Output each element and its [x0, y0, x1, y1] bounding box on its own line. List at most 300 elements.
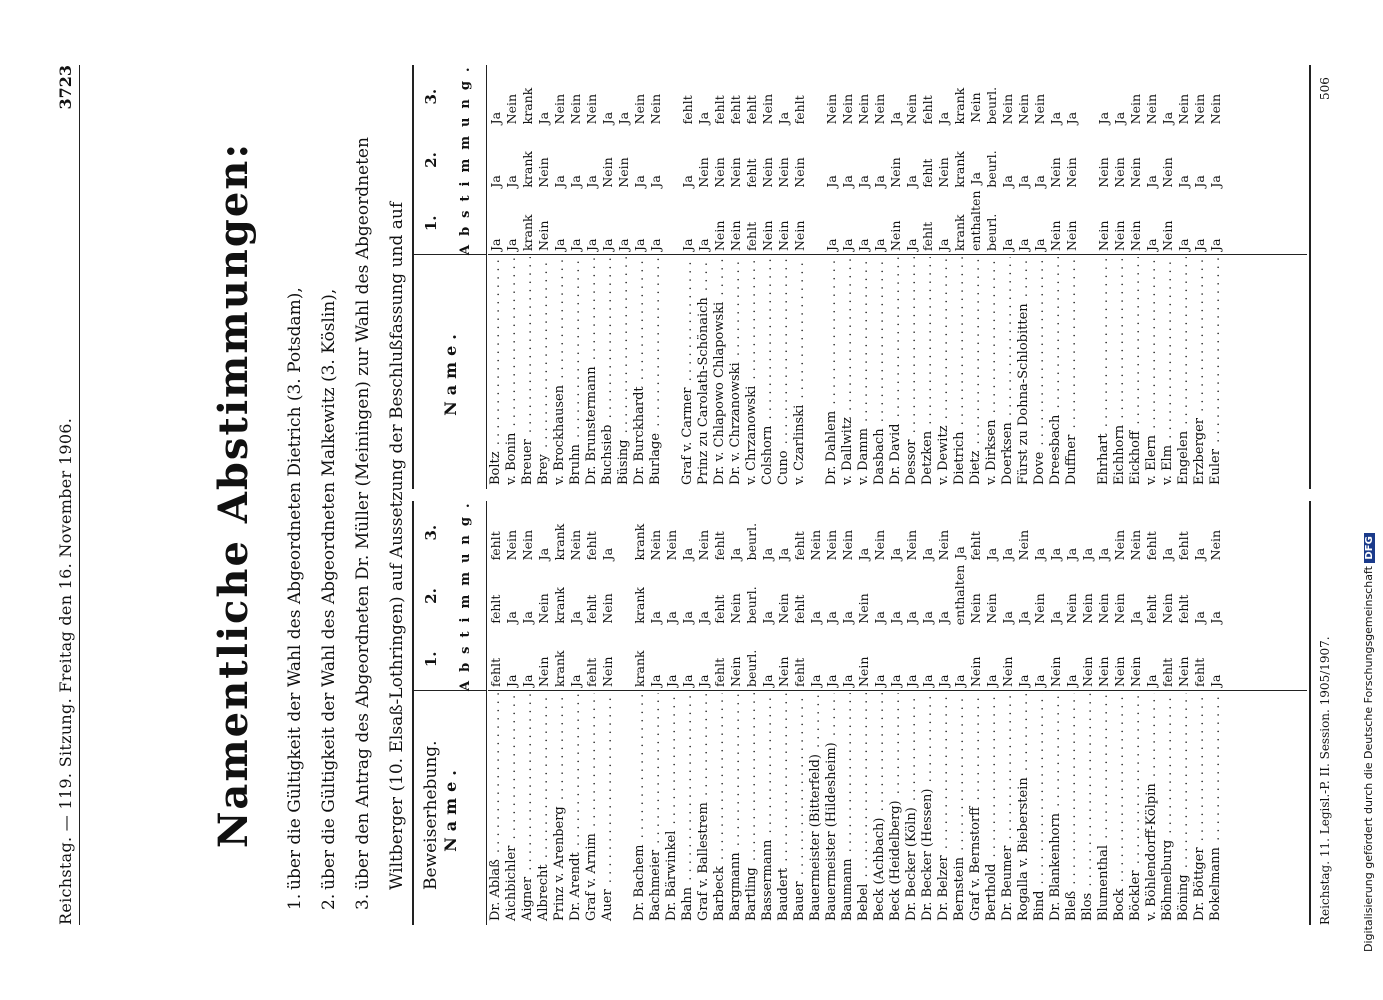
member-name-text: Dr. Bärwinkel: [664, 830, 679, 921]
vote-3: Nein: [504, 93, 519, 125]
vote-2: Ja: [488, 175, 503, 188]
vote-3: Nein: [904, 93, 919, 125]
table-row: [1064, 65, 1080, 489]
vote-2: Ja: [504, 611, 519, 624]
vote-1: Nein: [536, 656, 551, 687]
table-row: [1112, 65, 1128, 489]
vote-3: Ja: [888, 547, 903, 561]
member-name: [712, 693, 728, 925]
table-row: [1064, 501, 1080, 925]
table-row: [584, 65, 600, 489]
vote-3: fehlt: [584, 531, 599, 561]
member-name: [744, 693, 760, 925]
member-name-text: v. Damm: [856, 428, 871, 485]
member-name: [792, 257, 808, 489]
vote-1: Ja: [824, 238, 839, 251]
member-name: [840, 257, 856, 489]
table-row: [968, 501, 984, 925]
member-name-text: Dr. Bachem: [632, 844, 647, 921]
page-title: Namentliche Abstimmungen:: [210, 141, 257, 849]
member-name-text: Graf v. Bernstorff: [968, 806, 983, 921]
member-name: [824, 257, 840, 489]
table-row: [776, 501, 792, 925]
vote-2: Ja: [1144, 175, 1159, 188]
member-name: [1096, 693, 1112, 925]
member-name: [1112, 257, 1128, 489]
vote-1: Ja: [1032, 238, 1047, 251]
dfg-logo: DFG: [1364, 533, 1375, 562]
table-row: [904, 501, 920, 925]
member-name: [1032, 257, 1048, 489]
vote-3: Ja: [1192, 547, 1207, 561]
table-row: [1096, 65, 1112, 489]
member-name-text: Dr. Böttger: [1192, 847, 1207, 921]
member-name-text: v. Brockhausen: [552, 384, 567, 485]
vote-3: [616, 503, 632, 566]
vote-1: Ja: [1016, 238, 1031, 251]
table-row: [1000, 65, 1016, 489]
member-name-text: Engelen: [1176, 430, 1191, 485]
member-name: [776, 693, 792, 925]
member-name: [936, 257, 952, 489]
table-row: [856, 501, 872, 925]
vote-3: Ja: [728, 547, 743, 561]
member-name-text: v. Dirksen: [984, 419, 999, 485]
vote-2: Nein: [1128, 157, 1143, 188]
vote-1: Nein: [1128, 220, 1143, 251]
vote-3: Ja: [680, 547, 695, 561]
vote-3: fehlt: [1176, 531, 1191, 561]
table-body: [488, 65, 1307, 489]
vote-3: Ja: [984, 547, 999, 561]
member-name-text: Dove: [1032, 451, 1047, 485]
vote-1: Ja: [1032, 674, 1047, 687]
table-row: [488, 65, 504, 489]
table-row: [1096, 501, 1112, 925]
member-name-text: Aigner: [520, 876, 535, 921]
vote-2: Ja: [568, 611, 583, 624]
member-name-text: Rogalla v. Bieberstein: [1016, 777, 1031, 921]
vote-1: Nein: [600, 656, 615, 687]
vote-2: Ja: [504, 175, 519, 188]
vote-3: fehlt: [712, 531, 727, 561]
member-name-text: Euler: [1208, 449, 1223, 485]
table-row: [536, 501, 552, 925]
vote-2: Ja: [1016, 611, 1031, 624]
table-row: [872, 501, 888, 925]
member-name: [872, 693, 888, 925]
table-row: [1160, 501, 1176, 925]
vote-1: Ja: [872, 674, 887, 687]
member-name-text: Dr. Becker (Köln): [904, 807, 919, 921]
member-name: [728, 257, 744, 489]
vote-3: Ja: [920, 547, 935, 561]
vote-3: Nein: [1016, 529, 1031, 561]
vote-1: fehlt: [1192, 657, 1207, 687]
vote-2: Ja: [1016, 175, 1031, 188]
vote-3: [664, 67, 680, 130]
member-name-text: Bokelmann: [1208, 847, 1223, 921]
member-name: [936, 693, 952, 925]
vote-1: Nein: [776, 220, 791, 251]
member-name-text: Dr. Dahlem: [824, 410, 839, 485]
member-name: [552, 257, 568, 489]
vote-3: Nein: [968, 92, 983, 123]
vote-1: fehlt: [1160, 657, 1175, 687]
vote-1: Ja: [808, 674, 823, 687]
vote-1: Ja: [648, 674, 663, 687]
vote-3: Ja: [952, 546, 967, 559]
member-name-text: Bleß: [1064, 890, 1079, 921]
question-text: über den Antrag des Abgeordneten Dr. Müller (Meiningen) zur Wahl des Abgeordneten Wiltberger (10. Elsaß-Lothringen) auf Aussetzung der Beschlußfassung und auf Beweiserhebung.: [353, 137, 441, 890]
vote-3: fehlt: [968, 531, 983, 561]
vote-2: Ja: [1000, 175, 1015, 188]
vote-2: fehlt: [792, 594, 807, 624]
vote-1: Ja: [520, 674, 535, 687]
vote-3: fehlt: [792, 95, 807, 125]
vote-2: Nein: [968, 593, 983, 624]
vote-3: Ja: [616, 111, 631, 125]
page-header: [52, 65, 78, 925]
member-name: [600, 257, 616, 489]
vote-2: Ja: [1000, 611, 1015, 624]
vote-1: fehlt: [744, 221, 759, 251]
member-name: [760, 257, 776, 489]
header-num-2: 2.: [422, 588, 440, 604]
vote-2: Nein: [728, 593, 743, 624]
table-row: [744, 501, 760, 925]
vote-1: Ja: [696, 238, 711, 251]
vote-1: [808, 194, 824, 257]
vote-1: Ja: [1064, 674, 1079, 687]
vote-1: Ja: [904, 674, 919, 687]
member-name-text: Cuno: [776, 450, 791, 485]
vote-1: krank: [552, 650, 567, 687]
vote-1: Ja: [952, 674, 967, 687]
table-row: [1048, 65, 1064, 489]
table-row: [920, 501, 936, 925]
member-name: [1176, 693, 1192, 925]
vote-2: Ja: [968, 172, 983, 185]
vote-1: Ja: [936, 674, 951, 687]
vote-1: Ja: [872, 238, 887, 251]
table-row: [824, 501, 840, 925]
table-row: [760, 65, 776, 489]
member-name-text: Doerksen: [1000, 422, 1015, 485]
vote-1: Ja: [1016, 674, 1031, 687]
vote-3: Nein: [808, 529, 823, 561]
member-name: [1144, 257, 1160, 489]
table-row: [1016, 501, 1032, 925]
member-name: [616, 693, 632, 925]
vote-2: Ja: [680, 175, 695, 188]
vote-1: Ja: [840, 238, 855, 251]
table-row: [792, 501, 808, 925]
vote-3: Nein: [568, 529, 583, 561]
vote-3: Ja: [600, 111, 615, 125]
table-row: [840, 65, 856, 489]
vote-1: Ja: [552, 238, 567, 251]
table-row: [696, 501, 712, 925]
table-row: [888, 501, 904, 925]
vote-1: Nein: [1064, 220, 1079, 251]
vote-3: fehlt: [488, 531, 503, 561]
table-row: [1208, 501, 1224, 925]
member-name-text: Barbeck: [712, 866, 727, 921]
member-name-text: Dreesbach: [1048, 414, 1063, 485]
table-row: [648, 501, 664, 925]
table-body: [488, 501, 1307, 925]
table-row: [616, 501, 632, 925]
member-name-text: Ehrhart: [1096, 433, 1111, 485]
table-row: [568, 65, 584, 489]
member-name-text: Dr. Belzer: [936, 855, 951, 921]
table-row: [504, 65, 520, 489]
question-2: [312, 65, 346, 910]
vote-1: fehlt: [584, 657, 599, 687]
member-name: [984, 257, 1000, 489]
vote-3: beurl.: [984, 86, 999, 125]
vote-2: Nein: [600, 593, 615, 624]
vote-3: Nein: [872, 529, 887, 561]
vote-3: Ja: [776, 111, 791, 125]
vote-3: Ja: [600, 547, 615, 561]
table-row: [1000, 501, 1016, 925]
table-row: [664, 65, 680, 489]
vote-1: Nein: [1080, 656, 1095, 687]
member-name: [648, 257, 664, 489]
table-row: [680, 501, 696, 925]
vote-3: Nein: [1128, 529, 1143, 561]
table-row: [1032, 501, 1048, 925]
member-name-text: Beck (Achbach): [872, 817, 887, 921]
table-row: [568, 501, 584, 925]
vote-2: Nein: [712, 157, 727, 188]
dfg-credit: Digitalisierung gefördert durch die Deutsche Forschungsgemeinschaft: [1362, 566, 1375, 952]
member-name: [696, 257, 712, 489]
vote-2: Nein: [776, 593, 791, 624]
vote-3: Nein: [936, 529, 951, 561]
member-name: [712, 257, 728, 489]
vote-2: Ja: [1128, 611, 1143, 624]
vote-1: Nein: [792, 220, 807, 251]
vote-2: Nein: [760, 157, 775, 188]
footer-session: Reichstag. 11. Legisl.-P. II. Session. 1905/1907.: [1318, 636, 1332, 925]
vote-1: Ja: [504, 238, 519, 251]
vote-2: [664, 130, 680, 193]
vote-2: fehlt: [744, 158, 759, 188]
table-row: [808, 501, 824, 925]
member-name-text: Dr. Becker (Hessen): [920, 788, 935, 921]
member-name-text: Dr. v. Chlapowo Chlapowski: [712, 301, 727, 485]
member-name-text: Dr. Brunstermann: [584, 366, 599, 485]
table-row: [504, 501, 520, 925]
header-num-1: 1.: [422, 215, 440, 232]
member-name-text: Buchsieb: [600, 424, 615, 485]
vote-3: Nein: [1176, 93, 1191, 125]
vote-2: Ja: [664, 611, 679, 624]
vote-2: fehlt: [1176, 594, 1191, 624]
member-name: [952, 257, 968, 489]
vote-2: [1080, 130, 1096, 193]
member-name: [856, 693, 872, 925]
vote-1: Nein: [1176, 656, 1191, 687]
vote-1: Nein: [1096, 656, 1111, 687]
member-name-text: Bernstein: [952, 857, 967, 921]
vote-3: Nein: [1000, 93, 1015, 125]
member-name: [664, 257, 680, 489]
vote-3: Nein: [552, 93, 567, 125]
vote-2: Ja: [632, 175, 647, 188]
vote-1: Nein: [1048, 220, 1063, 251]
header-session: Reichstag. — 119. Sitzung. Freitag den 16. November 1906.: [56, 417, 75, 925]
vote-2: fehlt: [1144, 594, 1159, 624]
vote-1: Ja: [488, 238, 503, 251]
vote-3: Ja: [1048, 547, 1063, 561]
table-row: [872, 65, 888, 489]
vote-1: Ja: [648, 238, 663, 251]
member-name-text: Dr. Burckhardt: [632, 386, 647, 485]
vote-2: fehlt: [584, 594, 599, 624]
vote-2: krank: [520, 151, 535, 188]
member-name-text: v. Dallwitz: [840, 417, 855, 485]
header-abstimmung: Abstimmung.: [458, 58, 473, 255]
vote-1: Nein: [888, 220, 903, 251]
member-name-text: Dasbach: [872, 428, 887, 485]
vote-3: Ja: [1160, 547, 1175, 561]
table-row: [936, 65, 952, 489]
vote-3: Ja: [856, 547, 871, 561]
member-name-text: Burlage: [648, 432, 663, 485]
vote-3: Ja: [1064, 547, 1079, 561]
vote-3: Nein: [504, 529, 519, 561]
member-name: [696, 693, 712, 925]
vote-2: Ja: [1048, 611, 1063, 624]
member-name: [1016, 257, 1032, 489]
table-row: [536, 65, 552, 489]
vote-3: krank: [520, 87, 535, 125]
vote-3: Ja: [936, 111, 951, 125]
vote-2: Ja: [840, 175, 855, 188]
member-name-text: [808, 483, 823, 485]
header-abstimmung: Abstimmung.: [458, 494, 473, 691]
member-name: [1000, 257, 1016, 489]
table-row: [1016, 65, 1032, 489]
member-name: [600, 693, 616, 925]
vote-2: Nein: [1096, 157, 1111, 188]
vote-2: krank: [632, 587, 647, 624]
vote-3: Nein: [648, 93, 663, 125]
vote-3: Ja: [1160, 111, 1175, 125]
vote-1: Ja: [1192, 238, 1207, 251]
vote-1: Nein: [1096, 220, 1111, 251]
member-name: [888, 257, 904, 489]
vote-1: Ja: [1144, 674, 1159, 687]
member-name-text: Bachmeier: [648, 849, 663, 921]
table-row: [920, 65, 936, 489]
vote-2: Ja: [824, 175, 839, 188]
table-row: [712, 65, 728, 489]
member-name-text: Aichbichler: [504, 845, 519, 921]
vote-3: Nein: [760, 93, 775, 125]
member-name-text: Bruhn: [568, 444, 583, 485]
vote-3: fehlt: [1144, 531, 1159, 561]
vote-3: Ja: [760, 547, 775, 561]
member-name-text: Boltz: [488, 451, 503, 485]
vote-3: [808, 67, 824, 130]
member-name: [1144, 693, 1160, 925]
table-header: [414, 494, 487, 925]
vote-2: Nein: [1048, 157, 1063, 188]
member-name: [728, 693, 744, 925]
vote-1: Ja: [1208, 238, 1223, 251]
member-name: [616, 257, 632, 489]
table-row: [664, 501, 680, 925]
member-name: [952, 693, 968, 925]
vote-1: fehlt: [488, 657, 503, 687]
table-row: [696, 65, 712, 489]
member-name: [1192, 257, 1208, 489]
vote-2: Ja: [1192, 611, 1207, 624]
member-name: [1096, 257, 1112, 489]
vote-3: fehlt: [712, 95, 727, 125]
table-row: [1048, 501, 1064, 925]
member-name-text: Breuer: [520, 439, 535, 485]
vote-3: Nein: [824, 529, 839, 561]
table-row: [680, 65, 696, 489]
table-row: [792, 65, 808, 489]
vote-2: Ja: [552, 175, 567, 188]
vote-3: Nein: [1208, 93, 1223, 125]
member-name: [824, 693, 840, 925]
vote-1: Ja: [664, 674, 679, 687]
vote-1: Ja: [904, 238, 919, 251]
vote-2: fehlt: [920, 158, 935, 188]
vote-2: Ja: [808, 611, 823, 624]
vote-1: Nein: [1128, 656, 1143, 687]
vote-2: Nein: [1096, 593, 1111, 624]
vote-2: Ja: [696, 611, 711, 624]
table-row: [584, 501, 600, 925]
vote-3: Nein: [1112, 529, 1127, 561]
vote-3: Nein: [568, 93, 583, 125]
member-name-text: Erzberger: [1192, 417, 1207, 485]
member-name: [504, 693, 520, 925]
vote-2: Ja: [1192, 175, 1207, 188]
vote-3: Ja: [536, 111, 551, 125]
table-row: [728, 65, 744, 489]
vote-3: Nein: [632, 93, 647, 125]
member-name-text: Graf v. Ballestrem: [696, 802, 711, 921]
member-name-text: Bassermann: [760, 839, 775, 921]
member-name-text: Bargmann: [728, 852, 743, 921]
member-name: [584, 693, 600, 925]
vote-1: Nein: [760, 220, 775, 251]
question-number: 2.: [319, 893, 339, 910]
member-name: [1064, 693, 1080, 925]
question-number: 1.: [285, 893, 305, 910]
vote-2: Nein: [1064, 593, 1079, 624]
vote-2: Nein: [1032, 593, 1047, 624]
vote-3: beurl.: [744, 522, 759, 561]
vote-2: Ja: [1208, 175, 1223, 188]
vote-3: Nein: [584, 93, 599, 125]
table-row: [856, 65, 872, 489]
table-row: [728, 501, 744, 925]
vote-2: Nein: [1160, 593, 1175, 624]
vote-2: Ja: [568, 175, 583, 188]
member-name-text: Brey: [536, 454, 551, 485]
